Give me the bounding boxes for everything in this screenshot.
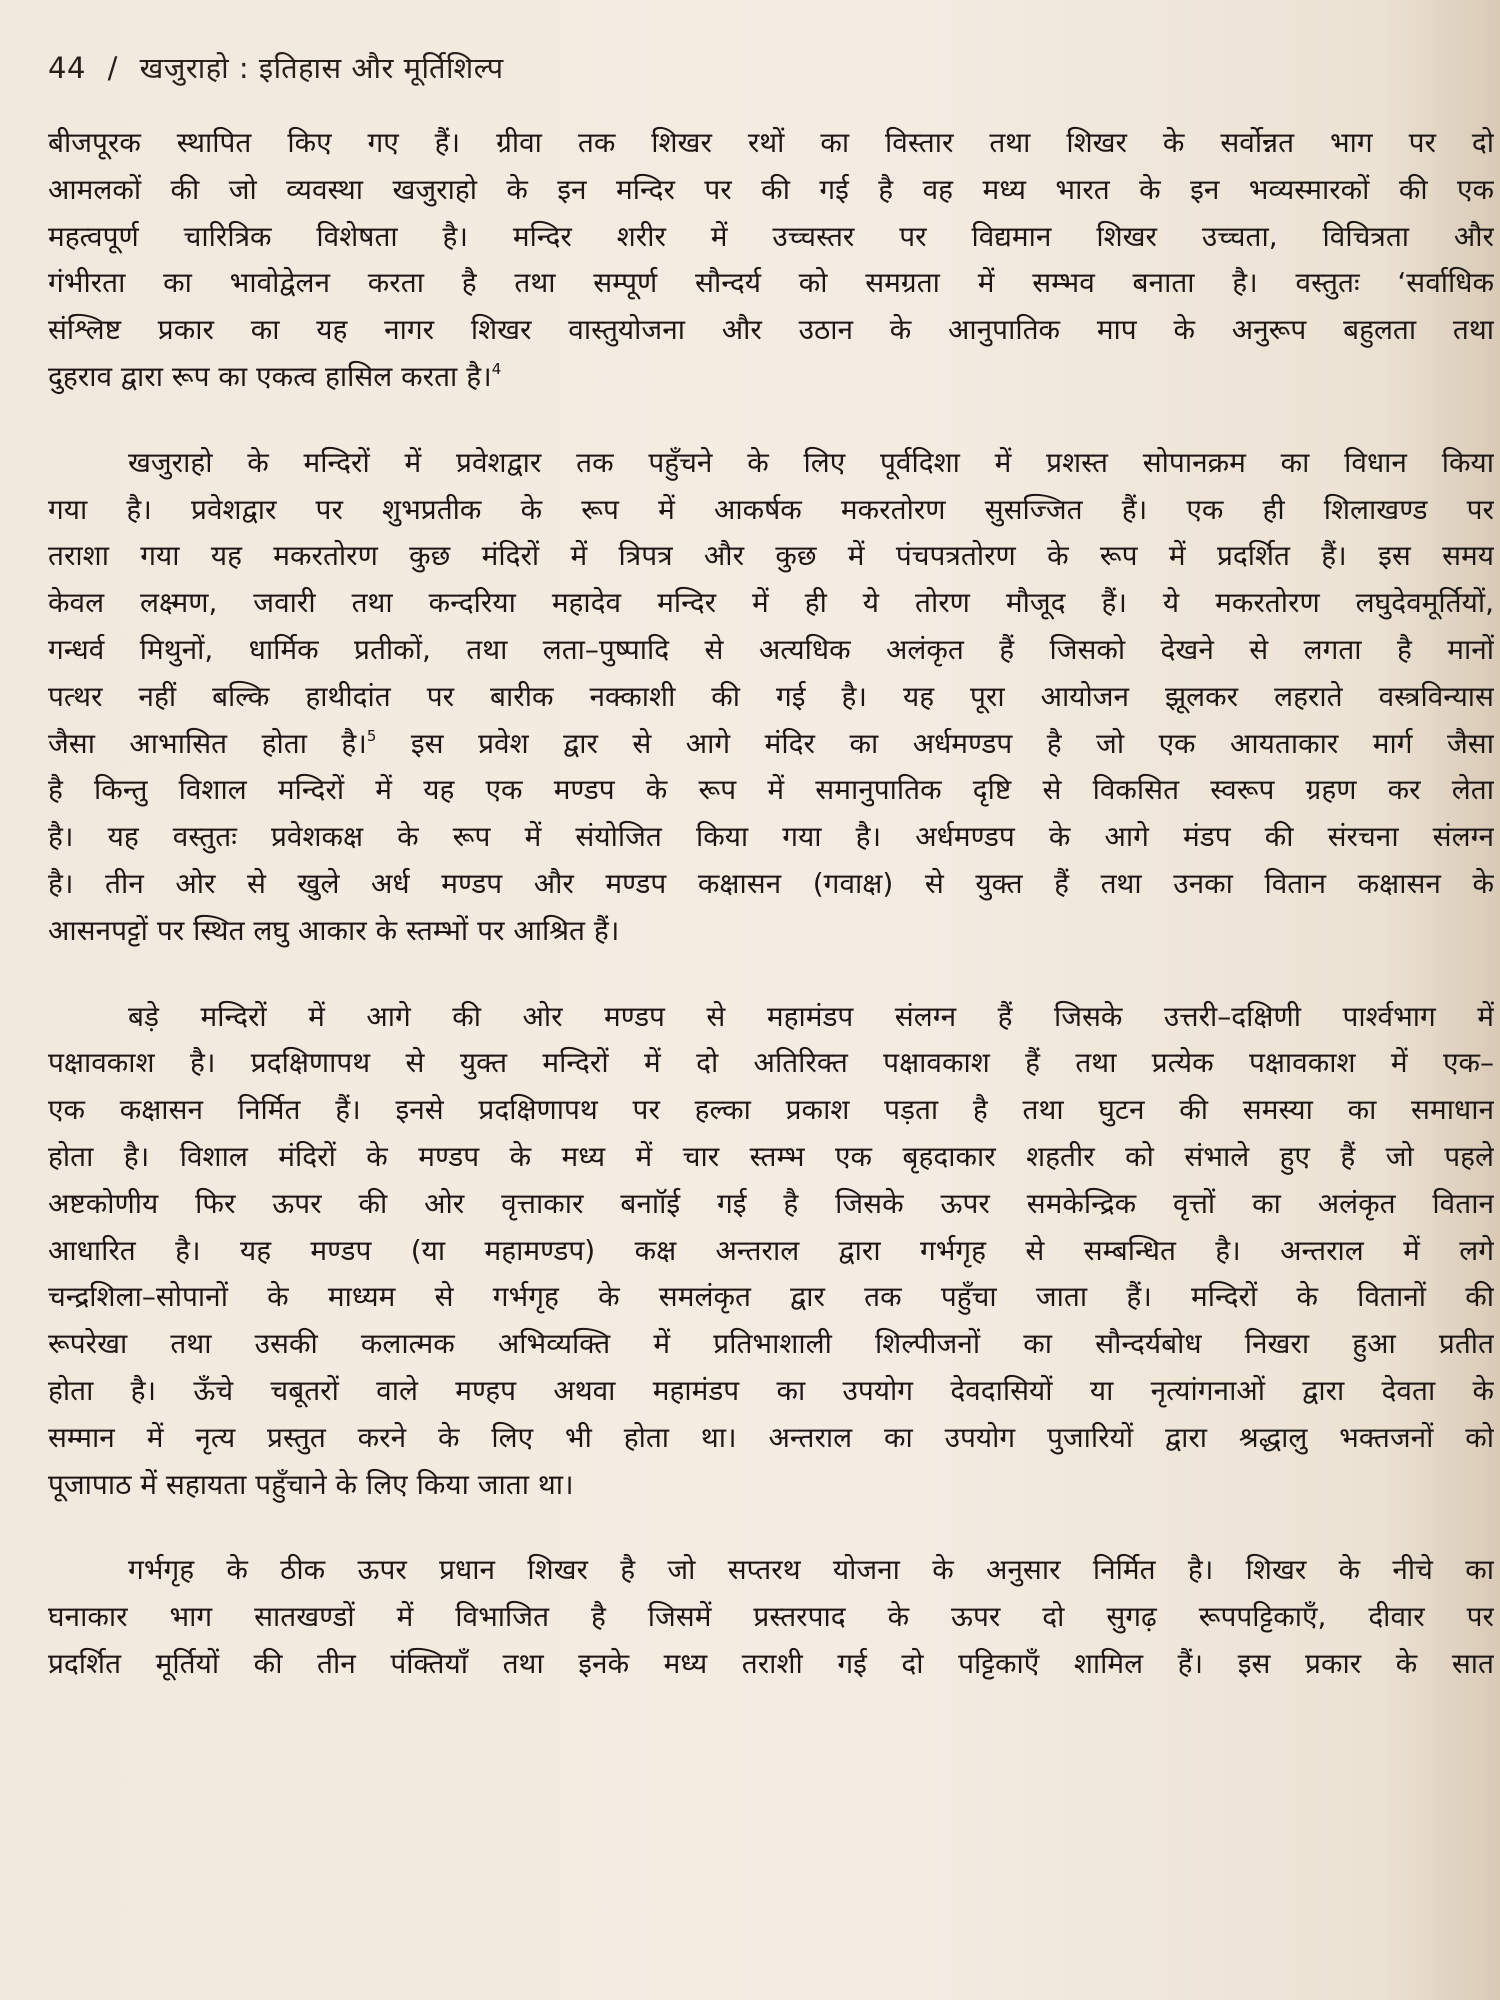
text-line: गंभीरता का भावोद्वेलन करता है तथा सम्पूर्ण सौन्दर्य को समग्रता में सम्भव बनाता है। वस्तुतः ‘सर्वाधिक <box>48 266 1494 300</box>
running-head <box>48 48 1496 88</box>
text-line: है। तीन ओर से खुले अर्ध मण्डप और मण्डप कक्षासन (गवाक्ष) से युक्त हैं तथा उनका वितान कक्षासन के <box>48 866 1494 900</box>
line-text: इस प्रवेश द्वार से आगे मंदिर का अर्धमण्डप है जो एक आयताकार मार्ग जैसा <box>376 726 1494 760</box>
text-line: गन्धर्व मिथुनों, धार्मिक प्रतीकों, तथा लता–पुष्पादि से अत्यधिक अलंकृत हैं जिसको देखने से लगता है मानों <box>48 632 1494 666</box>
text-line: गया है। प्रवेशद्वार पर शुभप्रतीक के रूप में आकर्षक मकरतोरण सुसज्जित हैं। एक ही शिलाखण्ड पर <box>48 492 1494 526</box>
text-line: बड़े मन्दिरों में आगे की ओर मण्डप से महामंडप संलग्न हैं जिसके उत्तरी–दक्षिणी पार्श्वभाग में <box>128 999 1494 1033</box>
text-line: महत्वपूर्ण चारित्रिक विशेषता है। मन्दिर शरीर में उच्चस्तर पर विद्यमान शिखर उच्चता, विचित्रता और <box>48 219 1494 253</box>
paragraph-3 <box>48 994 1494 1509</box>
body-text <box>48 120 1494 1688</box>
text-line: खजुराहो के मन्दिरों में प्रवेशद्वार तक पहुँचने के लिए पूर्वदिशा में प्रशस्त सोपानक्रम का विधान किया <box>128 445 1494 479</box>
text-line: गर्भगृह के ठीक ऊपर प्रधान शिखर है जो सप्तरथ योजना के अनुसार निर्मित है। शिखर के नीचे का <box>128 1553 1494 1587</box>
text-line: आमलकों की जो व्यवस्था खजुराहो के इन मन्दिर पर की गई है वह मध्य भारत के इन भव्यस्मारकों की एक <box>48 172 1494 206</box>
text-line: पूजापाठ में सहायता पहुँचाने के लिए किया जाता था। <box>48 1467 574 1501</box>
paragraph-4 <box>48 1547 1494 1687</box>
text-line: बीजपूरक स्थापित किए गए हैं। ग्रीवा तक शिखर रथों का विस्तार तथा शिखर के सर्वोन्नत भाग पर दो <box>48 126 1494 159</box>
text-line <box>48 354 1494 401</box>
text-line: है। यह वस्तुतः प्रवेशकक्ष के रूप में संयोजित किया गया है। अर्धमण्डप के आगे मंडप की संरचना संलग्न <box>48 820 1494 854</box>
text-line: आसनपट्टों पर स्थित लघु आकार के स्तम्भों पर आश्रित हैं। <box>48 913 620 947</box>
text-line: केवल लक्ष्मण, जवारी तथा कन्दरिया महादेव मन्दिर में ही ये तोरण मौजूद हैं। ये मकरतोरण लघुदेवमूर्तियों, <box>48 586 1494 620</box>
footnote-marker: 4 <box>491 359 502 378</box>
text-line: सम्मान में नृत्य प्रस्तुत करने के लिए भी होता था। अन्तराल का उपयोग पुजारियों द्वारा श्रद्धालु भक्तजनों को <box>48 1420 1494 1454</box>
book-title: खजुराहो : इतिहास और मूर्तिशिल्प <box>139 51 504 85</box>
text-line: रूपरेखा तथा उसकी कलात्मक अभिव्यक्ति में प्रतिभाशाली शिल्पीजनों का सौन्दर्यबोध निखरा हुआ प्रतीत <box>48 1327 1494 1361</box>
paragraph-2 <box>48 440 1494 955</box>
line-text: दुहराव द्वारा रूप का एकत्व हासिल करता है। <box>48 359 492 393</box>
text-line: होता है। विशाल मंदिरों के मण्डप के मध्य में चार स्तम्भ एक बृहदाकार शहतीर को संभाले हुए हैं जो पहले <box>48 1139 1494 1173</box>
text-line <box>48 721 1494 768</box>
text-line: होता है। ऊँचे चबूतरों वाले मण्हप अथवा महामंडप का उपयोग देवदासियों या नृत्यांगनाओं द्वारा देवता के <box>48 1373 1494 1407</box>
text-line: प्रदर्शित मूर्तियों की तीन पंक्तियाँ तथा इनके मध्य तराशी गई दो पट्टिकाएँ शामिल हैं। इस प्रकार के सात <box>48 1646 1494 1680</box>
text-line: चन्द्रशिला–सोपानों के माध्यम से गर्भगृह के समलंकृत द्वार तक पहुँचा जाता हैं। मन्दिरों के वितानों की <box>48 1280 1494 1314</box>
text-line: संश्लिष्ट प्रकार का यह नागर शिखर वास्तुयोजना और उठान के आनुपातिक माप के अनुरूप बहुलता तथा <box>48 313 1494 347</box>
paragraph-1 <box>48 120 1494 401</box>
page-number: 44 <box>48 51 86 85</box>
text-line: घनाकार भाग सातखण्डों में विभाजित है जिसमें प्रस्तरपाद के ऊपर दो सुगढ़ रूपपट्टिकाएँ, दीवार पर <box>48 1600 1494 1634</box>
text-line: है किन्तु विशाल मन्दिरों में यह एक मण्डप के रूप में समानुपातिक दृष्टि से विकसित स्वरूप ग्रहण कर लेता <box>48 773 1494 807</box>
text-line: आधारित है। यह मण्डप (या महामण्डप) कक्ष अन्तराल द्वारा गर्भगृह से सम्बन्धित है। अन्तराल में लगे <box>48 1233 1494 1267</box>
footnote-marker: 5 <box>366 726 377 745</box>
text-line: अष्टकोणीय फिर ऊपर की ओर वृत्ताकार बनाॉई गई है जिसके ऊपर समकेन्द्रिक वृत्तों का अलंकृत वितान <box>48 1186 1494 1220</box>
text-line: पत्थर नहीं बल्कि हाथीदांत पर बारीक नक्काशी की गई है। यह पूरा आयोजन झूलकर लहराते वस्त्रविन्यास <box>48 679 1494 713</box>
text-line: तराशा गया यह मकरतोरण कुछ मंदिरों में त्रिपत्र और कुछ में पंचपत्रतोरण के रूप में प्रदर्शित हैं। इस समय <box>48 539 1494 573</box>
text-line: एक कक्षासन निर्मित हैं। इनसे प्रदक्षिणापथ पर हल्का प्रकाश पड़ता है तथा घुटन की समस्या का समाधान <box>48 1093 1494 1127</box>
line-text: जैसा आभासित होता है। <box>48 726 367 760</box>
header-separator: / <box>107 51 118 85</box>
text-line: पक्षावकाश है। प्रदक्षिणापथ से युक्त मन्दिरों में दो अतिरिक्त पक्षावकाश हैं तथा प्रत्येक पक्षावकाश में एक– <box>48 1046 1494 1080</box>
